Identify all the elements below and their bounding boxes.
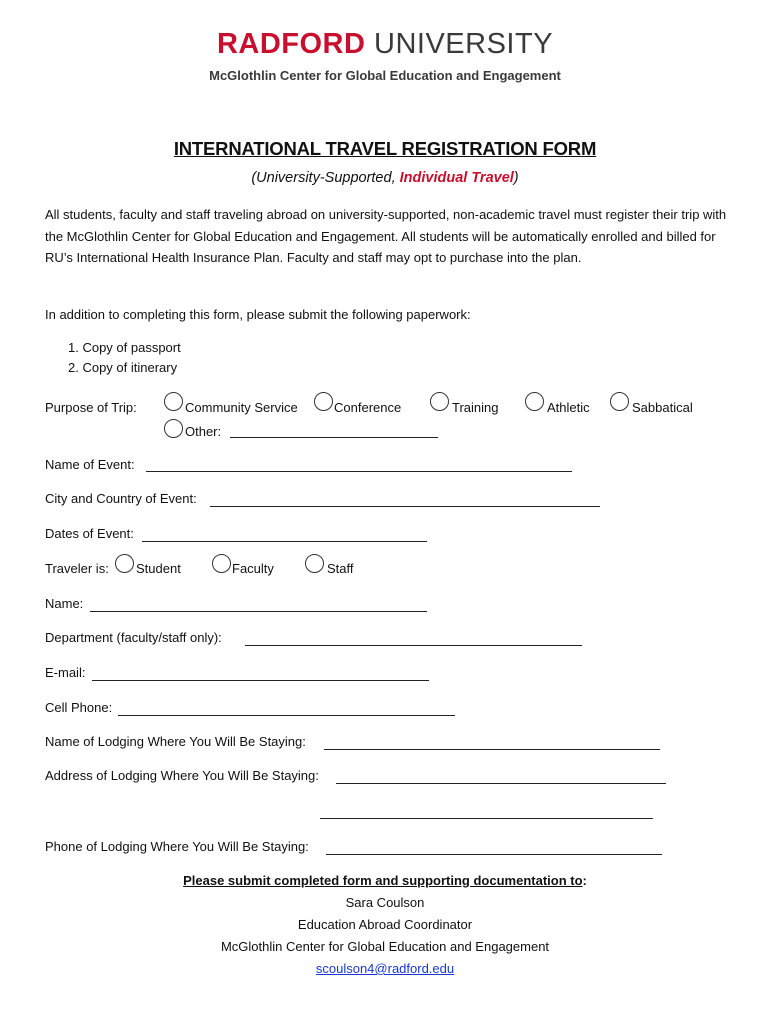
subtitle-highlight: Individual Travel xyxy=(399,170,514,186)
submission-heading-colon: : xyxy=(582,873,587,888)
name-label: Name: xyxy=(45,596,84,611)
event-name-label: Name of Event: xyxy=(45,457,135,472)
submission-heading-text: Please submit completed form and supporting documentation to xyxy=(183,873,583,888)
list-item: 1. Copy of passport xyxy=(68,340,181,355)
option-conference: Conference xyxy=(334,400,402,415)
department-label: Department (faculty/staff only): xyxy=(45,630,222,645)
option-training: Training xyxy=(452,400,499,415)
contact-email-link[interactable]: scoulson4@radford.edu xyxy=(315,961,455,976)
list-item: 2. Copy of itinerary xyxy=(68,360,178,375)
lodging-address-field-line2[interactable] xyxy=(320,818,653,819)
department-field[interactable] xyxy=(245,645,582,646)
name-field[interactable] xyxy=(90,611,427,612)
lodging-phone-label: Phone of Lodging Where You Will Be Staying: xyxy=(45,839,309,854)
logo-subtitle: McGlothlin Center for Global Education and Engagement xyxy=(209,68,561,83)
form-subtitle xyxy=(0,170,770,186)
lodging-phone-field[interactable] xyxy=(326,854,662,855)
option-athletic: Athletic xyxy=(547,400,590,415)
submission-heading xyxy=(0,873,770,888)
lodging-address-label: Address of Lodging Where You Will Be Staying: xyxy=(45,768,319,783)
subtitle-open: (University-Supported, xyxy=(251,170,400,186)
event-location-label: City and Country of Event: xyxy=(45,491,197,506)
paperwork-list xyxy=(68,338,181,378)
option-faculty: Faculty xyxy=(232,561,274,576)
contact-title: Education Abroad Coordinator xyxy=(297,917,473,932)
radio-student[interactable] xyxy=(115,554,134,573)
contact-name: Sara Coulson xyxy=(345,895,425,910)
radio-other[interactable] xyxy=(164,419,183,438)
option-other: Other: xyxy=(185,424,222,439)
university-logo xyxy=(0,30,770,59)
logo-university: UNIVERSITY xyxy=(374,28,554,60)
intro-paragraph: All students, faculty and staff traveling abroad on university-supported, non-academic travel must register their trip with the McGlothlin Center for Global Education and Engagement. All students will be automatically enrolled and billed for RU’s International Health Insurance Plan. Faculty and staff may opt to purchase into the plan. xyxy=(45,207,727,265)
lodging-name-label: Name of Lodging Where You Will Be Staying: xyxy=(45,734,306,749)
other-input-line[interactable] xyxy=(230,437,438,438)
radio-athletic[interactable] xyxy=(525,392,544,411)
email-label: E-mail: xyxy=(45,665,86,680)
event-dates-label: Dates of Event: xyxy=(45,526,134,541)
cell-phone-field[interactable] xyxy=(118,715,455,716)
contact-org: McGlothlin Center for Global Education and Engagement xyxy=(220,939,550,954)
radio-community-service[interactable] xyxy=(164,392,183,411)
lodging-address-field[interactable] xyxy=(336,783,666,784)
radio-training[interactable] xyxy=(430,392,449,411)
option-student: Student xyxy=(136,561,181,576)
cell-phone-label: Cell Phone: xyxy=(45,700,113,715)
radio-sabbatical[interactable] xyxy=(610,392,629,411)
option-sabbatical: Sabbatical xyxy=(632,400,693,415)
logo-radford: RADFORD xyxy=(216,28,366,60)
radio-conference[interactable] xyxy=(314,392,333,411)
option-community-service: Community Service xyxy=(185,400,298,415)
lodging-name-field[interactable] xyxy=(324,749,660,750)
traveler-label: Traveler is: xyxy=(45,561,109,576)
paperwork-intro: In addition to completing this form, please submit the following paperwork: xyxy=(45,307,471,322)
contact-email-wrap xyxy=(0,961,770,976)
purpose-label: Purpose of Trip: xyxy=(45,400,137,415)
radio-staff[interactable] xyxy=(305,554,324,573)
option-staff: Staff xyxy=(327,561,354,576)
event-name-field[interactable] xyxy=(146,471,572,472)
event-dates-field[interactable] xyxy=(142,541,427,542)
form-title: INTERNATIONAL TRAVEL REGISTRATION FORM xyxy=(173,138,597,159)
subtitle-close: ) xyxy=(513,170,519,186)
email-field[interactable] xyxy=(92,680,429,681)
event-location-field[interactable] xyxy=(210,506,600,507)
radio-faculty[interactable] xyxy=(212,554,231,573)
